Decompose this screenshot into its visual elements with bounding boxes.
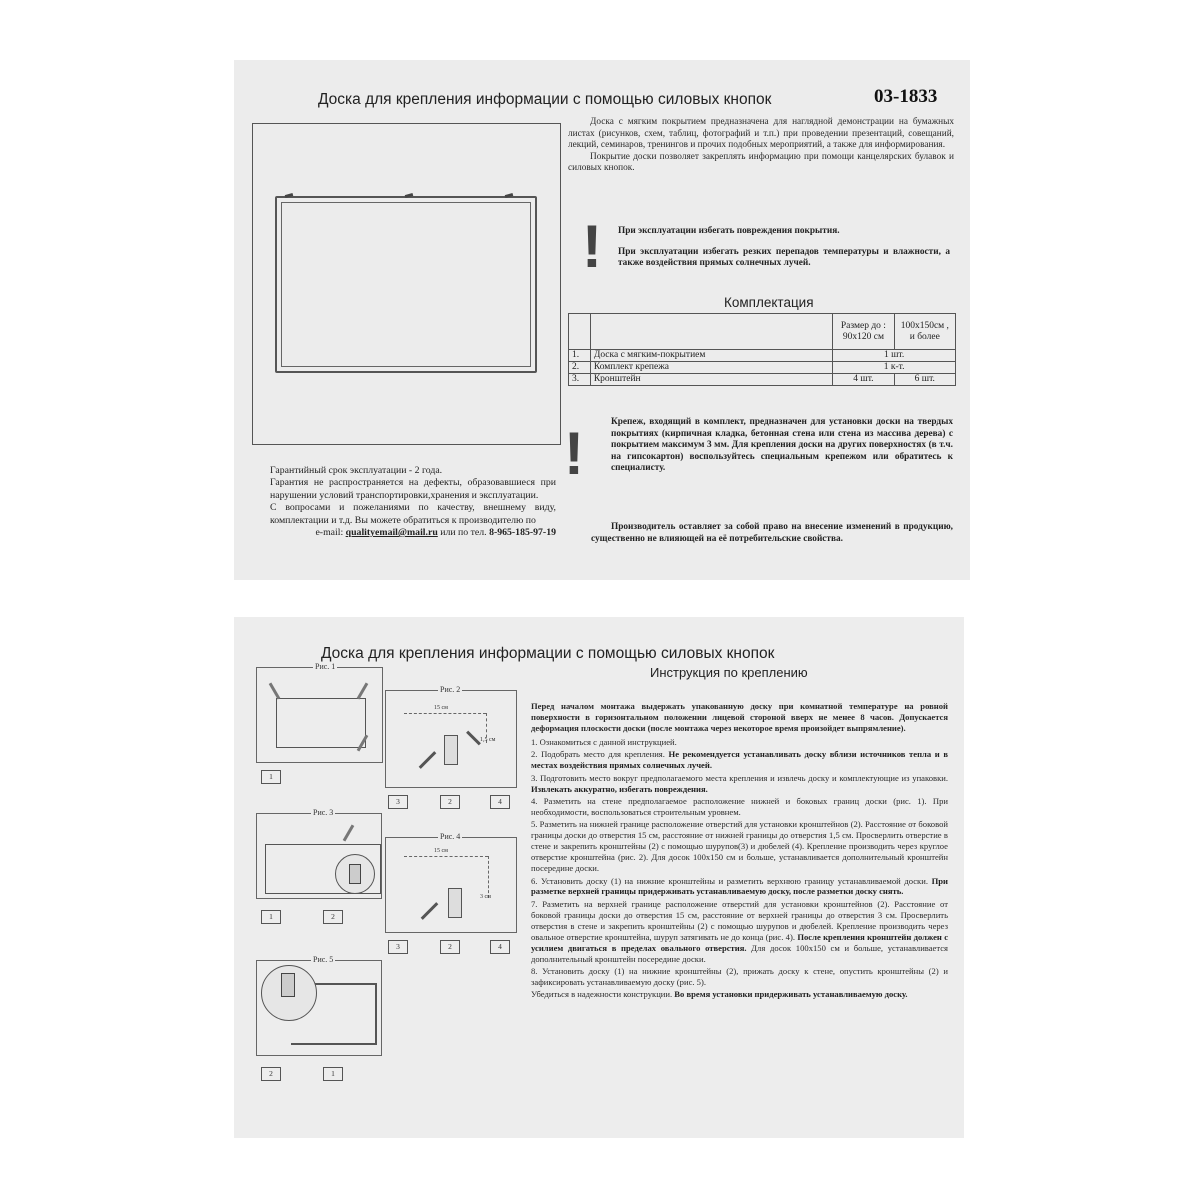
- figure-1: [256, 662, 383, 781]
- instruction-step: 3. Подготовить место вокруг предполагаемого места крепления и извлечь доску и комплектующие из упаковки. Извлекать аккуратно, избегать повреждения.: [531, 772, 948, 794]
- bracket-icon: [448, 888, 462, 918]
- instruction-step: 6. Установить доску (1) на нижние кронштейны и разметить верхнюю границу устанавливаемой доски. При разметке верхней границы придерживать устанавливаемую доску, после разметки доску снять.: [531, 875, 948, 897]
- board-outline: [276, 698, 366, 748]
- warranty-term: Гарантийный срок эксплуатации - 2 года.: [270, 465, 443, 476]
- table-row: [569, 350, 956, 362]
- pin-icon: [505, 193, 514, 198]
- warning-mounting-text: Крепеж, входящий в комплект, предназначен для установки доски на твердых покрытиях (кирпичная кладка, бетонная стена или стена из массива дерева) с покрытием максимум 3 мм. Для крепления доски на других поверхностях (в т.ч. на гипсокартон) воспользуйтесь специальным крепежом или обратитесь к специалисту.: [611, 417, 953, 474]
- instructions-text: [531, 701, 948, 1002]
- sheet2-subtitle: Инструкция по креплению: [650, 665, 808, 680]
- instruction-sheet: [234, 617, 964, 1138]
- figure-label: Рис. 4: [440, 832, 461, 841]
- instruction-step: 4. Разметить на стене предполагаемое расположение нижней и боковых границ доски (рис. 1). При необходимости, воспользоваться строительным уровнем.: [531, 796, 948, 817]
- part-number: 2: [323, 910, 343, 924]
- figure-label: Рис. 5: [313, 955, 334, 964]
- part-number: 2: [440, 940, 460, 954]
- kit-row-qty-large: 6 шт.: [894, 374, 955, 386]
- kit-table: [568, 313, 956, 386]
- product-code: 03-1833: [874, 86, 938, 107]
- description-paragraph: Доска с мягким покрытием предназначена для наглядной демонстрации на бумажных листах (рисунков, схем, таблиц, фотографий и т.п.) при проведении презентаций, совещаний, лекций, семинаров, тренингов и прочих подобных мероприятий, а также для информирования.: [568, 117, 954, 151]
- sheet2-title: Доска для крепления информации с помощью силовых кнопок: [321, 645, 775, 662]
- exclamation-icon: !: [582, 213, 602, 280]
- table-row: [569, 374, 956, 386]
- table-row: [569, 362, 956, 374]
- part-number: 1: [323, 1067, 343, 1081]
- exclamation-icon: !: [564, 420, 584, 487]
- part-number: 4: [490, 795, 510, 809]
- board-illustration-frame: [252, 123, 561, 445]
- part-number: 1: [261, 770, 281, 784]
- warranty-conditions: Гарантия не распространяется на дефекты, образовавшиеся при нарушении условий транспортировки,хранения и эксплуатации.: [270, 477, 556, 501]
- board-illustration: [275, 196, 537, 373]
- kit-row-name: Доска с мягким-покрытием: [590, 350, 832, 362]
- kit-row-name: Кронштейн: [590, 374, 832, 386]
- figure-label: Рис. 2: [440, 685, 461, 694]
- kit-row-number: 1.: [569, 350, 591, 362]
- dowel-icon: [466, 731, 481, 746]
- warranty-contacts: С вопросами и пожеланиями по качеству, внешнему виду, комплектации и т.д. Вы можете обратиться к производителю по: [270, 502, 556, 526]
- product-info-sheet: [234, 60, 970, 580]
- dimension-label: 15 см: [434, 848, 448, 854]
- figure-4: [385, 832, 517, 951]
- part-number: 2: [261, 1067, 281, 1081]
- pencil-icon: [269, 682, 281, 699]
- screw-icon: [421, 902, 439, 920]
- figure-2: [385, 685, 517, 806]
- email-label: e-mail:: [315, 527, 346, 539]
- figure-5: [256, 955, 382, 1078]
- dimension-label: 1,5 см: [480, 737, 496, 743]
- phone-number: 8-965-185-97-19: [489, 527, 556, 539]
- instruction-step: 7. Разметить на верхней границе расположение отверстий для установки кронштейнов (2). Расстояние от боковой границы доски до отверстия 15 см, расстояние от верхней границы до отверстия 3 см. Просверлить отверстия в стене и закрепить кронштейны (2) с помощью шурупов и дюбелей. Крепление производить через овальное отверстие кронштейна, шуруп затягивать не до конца (рис. 4). После крепления кронштейн должен с усилием двигаться в пределах овального отверстия. Для досок 100х150 см и больше, устанавливается дополнительный кронштейн посередине доски.: [531, 898, 949, 964]
- warning-line: При эксплуатации избегать резких перепадов температуры и влажности, а также воздействия прямых солнечных лучей.: [618, 246, 950, 269]
- kit-row-qty: 1 к-т.: [833, 362, 956, 374]
- board-surface: [281, 202, 531, 367]
- instruction-step: 5. Разметить на нижней границе расположение отверстий для установки кронштейнов (2). Расстояние от боковой границы доски до отверстия 15 см, расстояние от нижней границы до отверстия 1,5 см. Просверлить отверстие в стене и закрепить кронштейны (2) с помощью шурупов(3) и дюбелей (4). Крепление производить через круглое отверстие кронштейна (рис. 2). Для досок 100х150 см и больше, устанавливается дополнительный кронштейн посередине доски.: [531, 819, 948, 874]
- manufacturer-note-text: Производитель оставляет за собой право на внесение изменений в продукцию, существенно не влияющей на её потребительские свойства.: [591, 522, 953, 544]
- figure-label: Рис. 1: [315, 662, 336, 671]
- bracket-icon: [349, 864, 361, 884]
- dimension-label: 15 см: [434, 705, 448, 711]
- dimension-line: [488, 856, 489, 898]
- manufacturer-note: [591, 522, 953, 545]
- kit-row-number: 2.: [569, 362, 591, 374]
- part-number: 2: [440, 795, 460, 809]
- kit-col-small: Размер до : 90х120 см: [833, 314, 894, 350]
- instructions-intro: Перед началом монтажа выдержать упакованную доску при комнатной температуре на ровной поверхности в горизонтальном положении лицевой стороной вверх не менее 8 часов. Допускается деформация плоскости доски (после монтажа через некоторое время произойдет выпрямление).: [531, 701, 948, 733]
- warning-mounting: [611, 417, 953, 475]
- instruction-step: 2. Подобрать место для крепления. Не рекомендуется устанавливать доску вблизи источников тепла и в местах воздействия прямых солнечных лучей.: [531, 749, 948, 771]
- screw-icon: [419, 751, 437, 769]
- kit-row-qty-small: 4 шт.: [833, 374, 894, 386]
- dimension-label: 3 см: [480, 894, 491, 900]
- pencil-icon: [343, 824, 355, 841]
- bracket-icon: [281, 973, 295, 997]
- kit-col-large: 100х150см , и более: [894, 314, 955, 350]
- part-number: 1: [261, 910, 281, 924]
- dimension-line: [404, 713, 486, 714]
- part-number: 3: [388, 795, 408, 809]
- warranty-block: [270, 465, 556, 539]
- email-link[interactable]: qualityemail@mail.ru: [345, 527, 438, 539]
- kit-row-number: 3.: [569, 374, 591, 386]
- warning-operation: [618, 226, 950, 270]
- pin-icon: [285, 193, 294, 198]
- kit-heading: Комплектация: [724, 295, 814, 310]
- sheet1-title: Доска для крепления информации с помощью силовых кнопок: [318, 91, 772, 108]
- phone-label: или по тел.: [437, 527, 490, 539]
- figure-label: Рис. 3: [313, 808, 334, 817]
- pencil-icon: [357, 682, 369, 699]
- pin-icon: [405, 193, 414, 198]
- product-description: [568, 117, 954, 175]
- warning-line: При эксплуатации избегать повреждения покрытия.: [618, 226, 840, 236]
- description-paragraph: Покрытие доски позволяет закреплять информацию при помощи канцелярских булавок и силовых кнопок.: [568, 151, 954, 174]
- dimension-line: [404, 856, 488, 857]
- kit-row-name: Комплект крепежа: [590, 362, 832, 374]
- figure-3: [256, 808, 382, 921]
- instruction-step: 8. Установить доску (1) на нижние кронштейны (2), прижать доску к стене, опустить кронштейны (2) и зафиксировать устанавливаемую доску (рис. 5).: [531, 966, 948, 987]
- instruction-step: 1. Ознакомиться с данной инструкцией.: [531, 736, 677, 747]
- part-number: 4: [490, 940, 510, 954]
- bracket-icon: [444, 735, 458, 765]
- kit-row-qty: 1 шт.: [833, 350, 956, 362]
- warranty-contact-line: [270, 527, 556, 539]
- instruction-step: Убедиться в надежности конструкции. Во время установки придерживать устанавливаемую доску.: [531, 989, 908, 1000]
- part-number: 3: [388, 940, 408, 954]
